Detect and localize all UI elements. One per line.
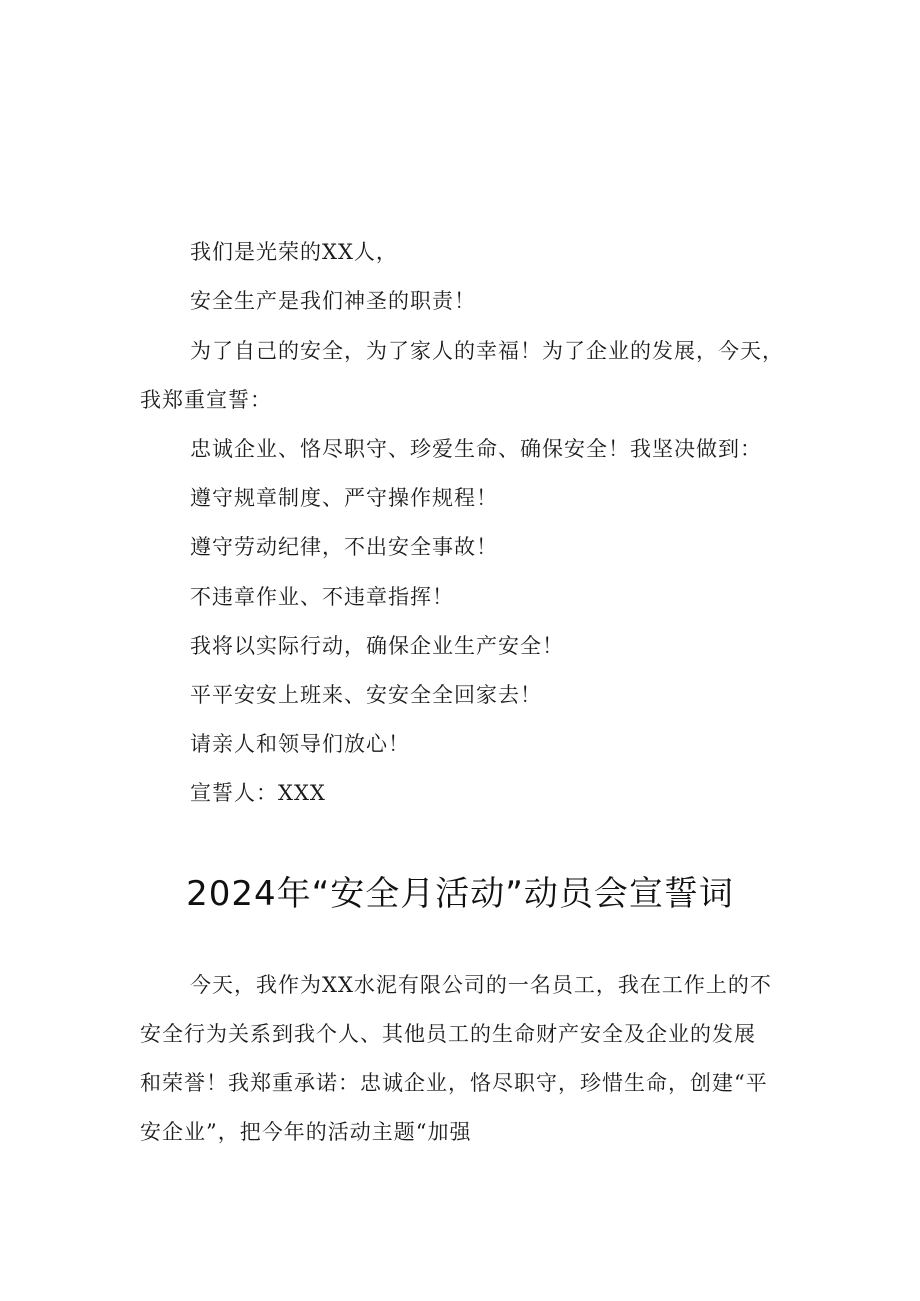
oath-signatory: 宣誓人：XXX bbox=[190, 781, 326, 805]
oath-line-9: 我将以实际行动，确保企业生产安全！ bbox=[190, 634, 564, 658]
body-line-4: 安企业”，把今年的活动主题“加强 bbox=[140, 1120, 472, 1144]
oath-line-6: 遵守规章制度、严守操作规程！ bbox=[190, 486, 498, 510]
oath-line-10: 平平安安上班来、安安全全回家去！ bbox=[190, 683, 542, 707]
body-line-1: 今天，我作为XX水泥有限公司的一名员工，我在工作上的不 bbox=[190, 973, 772, 997]
oath-line-4: 我郑重宣誓： bbox=[140, 388, 272, 412]
oath-line-7: 遵守劳动纪律，不出安全事故！ bbox=[190, 535, 498, 559]
oath-line-11: 请亲人和领导们放心！ bbox=[190, 732, 410, 756]
oath-line-1: 我们是光荣的XX人， bbox=[190, 240, 398, 264]
body-line-2: 安全行为关系到我个人、其他员工的生命财产安全及企业的发展 bbox=[140, 1022, 756, 1046]
oath-line-8: 不违章作业、不违章指挥！ bbox=[190, 585, 454, 609]
oath-line-5: 忠诚企业、恪尽职守、珍爱生命、确保安全！我坚决做到： bbox=[190, 437, 762, 461]
body-line-3: 和荣誉！我郑重承诺：忠诚企业，恪尽职守，珍惜生命，创建“平 bbox=[140, 1071, 768, 1095]
oath-line-3: 为了自己的安全，为了家人的幸福！为了企业的发展，今天， bbox=[190, 339, 784, 363]
section-title: 2024年“安全月活动”动员会宣誓词 bbox=[186, 874, 734, 914]
oath-line-2: 安全生产是我们神圣的职责！ bbox=[190, 289, 476, 313]
